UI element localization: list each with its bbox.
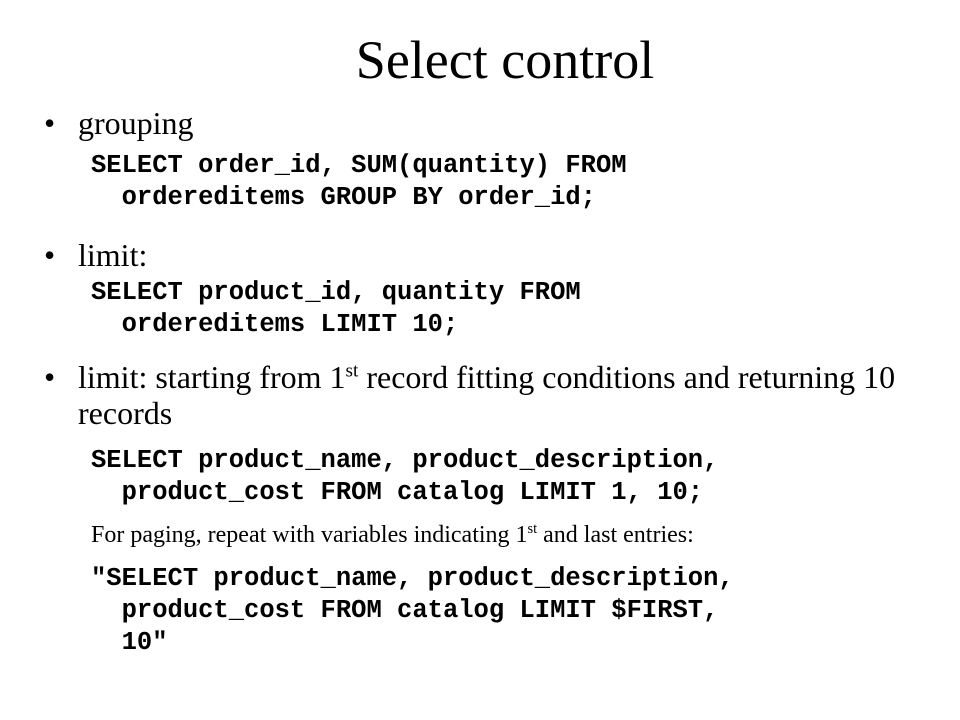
code-line: SELECT product_name, product_description, [91,446,719,475]
code-line: SELECT order_id, SUM(quantity) FROM [91,151,627,180]
bullet-limit-range [44,359,924,431]
superscript: st [345,360,359,382]
bullet-limit [44,237,924,273]
code-line: product_cost FROM catalog LIMIT $FIRST, [91,596,719,625]
code-block-limit-range [91,445,951,509]
note-text-part: For paging, repeat with variables indicating 1 [91,522,528,548]
bullet-icon: • [44,237,56,273]
code-line: product_cost FROM catalog LIMIT 1, 10; [91,478,704,507]
code-block-paging [91,563,951,659]
bullet-text-part: record fitting conditions and returning 10 records [78,359,896,431]
bullet-icon: • [44,105,56,141]
code-line: 10" [91,628,168,657]
code-line: ordereditems LIMIT 10; [91,310,459,339]
bullet-text: limit: [78,237,148,273]
bullet-grouping [44,105,924,141]
code-line: "SELECT product_name, product_description, [91,564,734,593]
code-line: SELECT product_id, quantity FROM [91,278,581,307]
bullet-text-part: limit: starting from 1 [78,359,346,395]
paging-note [91,520,951,550]
bullet-text [78,359,924,431]
bullet-icon: • [44,359,56,395]
note-text-part: and last entries: [537,522,694,548]
bullet-text: grouping [78,105,194,141]
code-block-grouping [91,150,951,214]
code-block-limit [91,277,951,341]
slide-title: Select control [355,30,655,90]
code-line: ordereditems GROUP BY order_id; [91,183,596,212]
superscript: st [527,521,538,537]
